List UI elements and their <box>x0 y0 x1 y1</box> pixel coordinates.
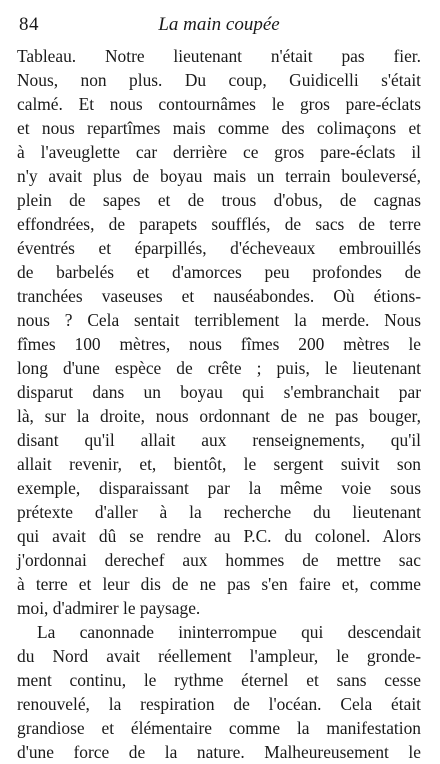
paragraph <box>17 620 421 764</box>
text-line: ment continu, le rythme éternel et sans cesse <box>17 670 421 690</box>
text-line: nous ? Cela sentait terriblement la merde. Nous <box>17 310 421 330</box>
text-line: d'une force de la nature. Malheureusement le <box>17 742 421 762</box>
text-line: et nous repartîmes mais comme des colimaçons et <box>17 118 421 138</box>
text-line: grandiose et élémentaire comme la manifestation <box>17 718 421 738</box>
text-line: à l'aveuglette car derrière ce gros pare-éclats il <box>17 142 421 162</box>
page-number: 84 <box>19 14 39 35</box>
text-line: effondrées, de parapets soufflés, de sacs de terre <box>17 214 421 234</box>
text-line: long d'une espèce de crête ; puis, le lieutenant <box>17 358 421 378</box>
text-line: plein de sapes et de trous d'obus, de cagnas <box>17 190 421 210</box>
text-line: tranchées vaseuses et nauséabondes. Où étions- <box>17 286 421 306</box>
text-line: du Nord avait réellement l'ampleur, le grondе- <box>17 646 421 666</box>
text-line: j'ordonnai derechef aux hommes de mettre sac <box>17 550 421 570</box>
text-line: prétexte d'aller à la recherche du lieutenant <box>17 502 421 522</box>
text-line: Nous, non plus. Du coup, Guidicelli s'était <box>17 70 421 90</box>
text-line: disparut dans un boyau qui s'embranchait par <box>17 382 421 402</box>
page-header <box>17 13 421 37</box>
paragraph <box>17 44 421 620</box>
text-line: éventrés et éparpillés, d'écheveaux embrouillés <box>17 238 421 258</box>
text-line: de barbelés et d'amorces peu profondes de <box>17 262 421 282</box>
text-line: qui avait dû se rendre au P.C. du colonel. Alors <box>17 526 421 546</box>
text-line: à terre et leur dis de ne pas s'en faire et, comme <box>17 574 421 594</box>
text-line: fîmes 100 mètres, nous fîmes 200 mètres le <box>17 334 421 354</box>
text-line: allait revenir, et, bientôt, le sergent suivit son <box>17 454 421 474</box>
text-line: Tableau. Notre lieutenant n'était pas fier. <box>17 46 421 66</box>
text-line: là, sur la droite, nous ordonnant de ne pas bouger, <box>17 406 421 426</box>
text-line: n'y avait plus de boyau mais un terrain bouleversé, <box>17 166 421 186</box>
text-line: renouvelé, la respiration de l'océan. Cela était <box>17 694 421 714</box>
body-text <box>17 44 421 764</box>
text-line: La canonnade ininterrompue qui descendait <box>37 622 421 642</box>
running-title: La main coupée <box>158 14 280 35</box>
text-line: exemple, disparaissant par la même voie sous <box>17 478 421 498</box>
text-line: calmé. Et nous contournâmes le gros pare-éclats <box>17 94 421 114</box>
text-line: disant qu'il allait aux renseignements, qu'il <box>17 430 421 450</box>
text-line: moi, d'admirer le paysage. <box>17 598 201 618</box>
